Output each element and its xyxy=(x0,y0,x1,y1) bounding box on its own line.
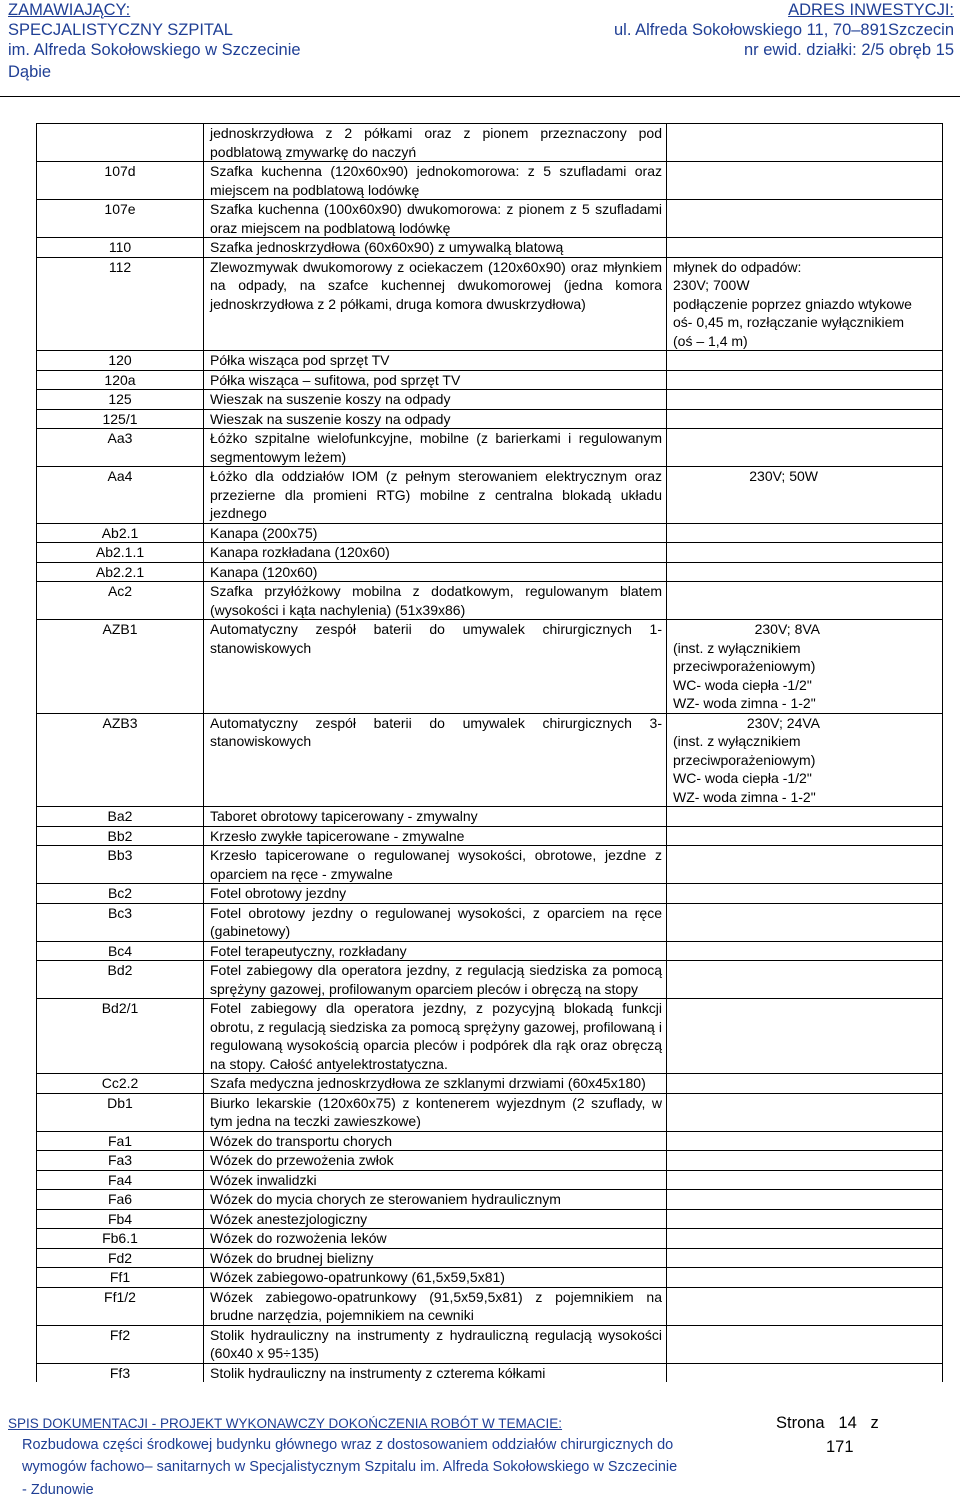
item-description xyxy=(204,807,667,827)
document-footer xyxy=(0,1412,960,1497)
item-description xyxy=(204,1093,667,1131)
table-row xyxy=(37,429,943,467)
page-total: 171 xyxy=(826,1438,854,1456)
item-description-text: Szafka przyłóżkowy mobilna z dodatkowym, regulowanym blatem (wysokości i kąta nachylenia) (51x39x86) xyxy=(210,583,662,618)
item-description xyxy=(204,200,667,238)
item-description-text: Wieszak na suszenie koszy na odpady xyxy=(210,391,451,407)
item-code: Ab2.1 xyxy=(37,523,204,543)
item-notes xyxy=(667,941,943,961)
item-description xyxy=(204,370,667,390)
item-notes xyxy=(667,620,943,714)
item-code: 120 xyxy=(37,351,204,371)
header-divider xyxy=(0,96,960,97)
item-description xyxy=(204,1229,667,1249)
item-description-text: Wózek anestezjologiczny xyxy=(210,1210,368,1227)
item-description xyxy=(204,1363,667,1382)
item-description xyxy=(204,1325,667,1363)
table-row xyxy=(37,162,943,200)
item-description xyxy=(204,1248,667,1268)
item-notes xyxy=(667,582,943,620)
item-description-text: Kanapa rozkładana (120x60) xyxy=(210,544,390,560)
item-description-text: Szafka kuchenna (120x60x90) jednokomorowa: z 5 szufladami oraz miejscem na podblatową lodówkę xyxy=(210,163,662,198)
item-code: Fa4 xyxy=(37,1170,204,1190)
item-code: Bd2 xyxy=(37,961,204,999)
item-description xyxy=(204,543,667,563)
item-note-line: młynek do odpadów: xyxy=(673,258,802,275)
item-notes xyxy=(667,807,943,827)
item-code: Ab2.2.1 xyxy=(37,562,204,582)
item-code: Bc4 xyxy=(37,941,204,961)
item-notes xyxy=(667,200,943,238)
table-row xyxy=(37,1074,943,1094)
footer-title: SPIS DOKUMENTACJI - PROJEKT WYKONAWCZY DOKOŃCZENIA ROBÓT W TEMACIE: xyxy=(8,1416,563,1431)
item-code: 107e xyxy=(37,200,204,238)
equipment-table xyxy=(36,123,943,1382)
item-description-text: Wózek zabiegowo-opatrunkowy (61,5x59,5x81) xyxy=(210,1269,505,1285)
item-notes xyxy=(667,826,943,846)
item-notes xyxy=(667,1151,943,1171)
item-notes xyxy=(667,162,943,200)
footer-subject-line2: wymogów fachowo– sanitarnych w Specjalistycznym Szpitalu im. Alfreda Sokołowskiego w Szczecinie xyxy=(22,1459,678,1475)
plot-number: nr ewid. działki: 2/5 obręb 15 xyxy=(743,41,954,59)
item-description-text: Wózek do transportu chorych xyxy=(210,1132,393,1149)
item-description xyxy=(204,1131,667,1151)
item-code: Aa4 xyxy=(37,467,204,524)
page-of: z xyxy=(870,1414,879,1432)
item-note-line: podłączenie poprzez gniazdo wtykowe xyxy=(673,295,912,312)
item-description-text: Wózek do mycia chorych ze sterowaniem hydraulicznym xyxy=(210,1191,561,1207)
item-note-line: WZ- woda zimna - 1-2" xyxy=(673,788,816,805)
item-description xyxy=(204,409,667,429)
table-row xyxy=(37,999,943,1074)
item-description-text: Fotel terapeutyczny, rozkładany xyxy=(210,942,407,959)
item-code: 107d xyxy=(37,162,204,200)
item-notes xyxy=(667,903,943,941)
item-code: Bb3 xyxy=(37,846,204,884)
item-description-text: Wózek inwalidzki xyxy=(210,1171,317,1188)
item-code: Bc3 xyxy=(37,903,204,941)
client-name: SPECJALISTYCZNY SZPITAL xyxy=(8,21,233,39)
item-code: Ab2.1.1 xyxy=(37,543,204,563)
table-row xyxy=(37,257,943,351)
document-header xyxy=(0,0,960,96)
item-description-text: Automatyczny zespół baterii do umywalek chirurgicznych 3-stanowiskowych xyxy=(210,714,662,749)
item-description xyxy=(204,903,667,941)
item-description-text: Fotel obrotowy jezdny xyxy=(210,885,347,901)
item-note-line: 230V; 50W xyxy=(749,468,818,484)
item-note-line: oś- 0,45 m, rozłączanie wyłącznikiem xyxy=(673,314,905,330)
table-row xyxy=(37,238,943,258)
table-row xyxy=(37,1363,943,1382)
table-row xyxy=(37,941,943,961)
item-code: AZB1 xyxy=(37,620,204,714)
item-description xyxy=(204,884,667,904)
item-code: Fa3 xyxy=(37,1151,204,1171)
item-description xyxy=(204,1287,667,1325)
footer-subject-line3: - Zdunowie xyxy=(22,1482,94,1498)
item-code: 125 xyxy=(37,390,204,410)
item-description-text: Szafka kuchenna (100x60x90) dwukomorowa: z pionem z 5 szufladami oraz miejscem na podblatową lodówkę xyxy=(210,201,662,236)
item-description-text: Wieszak na suszenie koszy na odpady xyxy=(210,410,451,427)
item-notes xyxy=(667,1363,943,1382)
item-description-text: Taboret obrotowy tapicerowany - zmywalny xyxy=(210,808,478,824)
item-description xyxy=(204,257,667,351)
item-description-text: Wózek do przewożenia zwłok xyxy=(210,1152,394,1168)
item-notes xyxy=(667,961,943,999)
investment-address-label: ADRES INWESTYCJI: xyxy=(788,1,954,19)
item-description xyxy=(204,582,667,620)
item-notes xyxy=(667,1325,943,1363)
table-row xyxy=(37,1229,943,1249)
item-notes xyxy=(667,390,943,410)
page-indicator xyxy=(776,1414,879,1433)
table-row xyxy=(37,1151,943,1171)
item-code: Ff1/2 xyxy=(37,1287,204,1325)
item-description-text: Łóżko szpitalne wielofunkcyjne, mobilne (z barierkami i regulowanym segmentowym leżem) xyxy=(210,430,662,465)
item-notes xyxy=(667,999,943,1074)
item-notes xyxy=(667,562,943,582)
page-label: Strona xyxy=(776,1414,825,1432)
item-description xyxy=(204,1151,667,1171)
item-code: Bb2 xyxy=(37,826,204,846)
item-description xyxy=(204,620,667,714)
page-number: 14 xyxy=(838,1414,857,1432)
table-row xyxy=(37,409,943,429)
item-description xyxy=(204,941,667,961)
item-note-line: przeciwporażeniowym) xyxy=(673,751,816,768)
item-notes xyxy=(667,1209,943,1229)
item-description xyxy=(204,467,667,524)
item-code: Aa3 xyxy=(37,429,204,467)
item-notes xyxy=(667,1170,943,1190)
item-code: Fd2 xyxy=(37,1248,204,1268)
item-description-text: Krzesło tapicerowane o regulowanej wysokości, obrotowe, jezdne z oparciem na ręce - zmywalne xyxy=(210,847,662,882)
item-notes xyxy=(667,1248,943,1268)
item-description xyxy=(204,238,667,258)
table-row xyxy=(37,903,943,941)
table-row xyxy=(37,523,943,543)
table-row xyxy=(37,1131,943,1151)
item-note-line: WZ- woda zimna - 1-2" xyxy=(673,695,816,711)
table-row xyxy=(37,807,943,827)
item-note-line: WC- woda ciepła -1/2" xyxy=(673,676,812,693)
table-row xyxy=(37,1268,943,1288)
item-description xyxy=(204,713,667,807)
item-description-text: Półka wisząca pod sprzęt TV xyxy=(210,352,390,368)
item-code: Fb6.1 xyxy=(37,1229,204,1249)
item-description-text: Kanapa (120x60) xyxy=(210,563,318,580)
item-code: Ff3 xyxy=(37,1363,204,1382)
table-row xyxy=(37,582,943,620)
item-description-text: Stolik hydrauliczny na instrumenty z hydrauliczną regulacją wysokości (60x40 x 95÷135) xyxy=(210,1326,662,1361)
table-row xyxy=(37,543,943,563)
table-row xyxy=(37,713,943,807)
item-code: 125/1 xyxy=(37,409,204,429)
table-row xyxy=(37,124,943,162)
table-row xyxy=(37,1170,943,1190)
item-notes xyxy=(667,370,943,390)
table-row xyxy=(37,826,943,846)
item-description-text: Zlewozmywak dwukomorowy z ociekaczem (120x60x90) oraz młynkiem na odpady, na szafce kuchennej dwukomorowej (jedna komora jednoskrzydłowa z 2 półkami, druga komora dwuskrzydłowa) xyxy=(210,258,662,312)
item-notes xyxy=(667,1093,943,1131)
item-code: Ba2 xyxy=(37,807,204,827)
item-code: Fb4 xyxy=(37,1209,204,1229)
item-description-text: Stolik hydrauliczny na instrumenty z czterema kółkami xyxy=(210,1364,546,1381)
item-description-text: Fotel obrotowy jezdny o regulowanej wysokości, z oparciem na ręce (gabinetowy) xyxy=(210,904,662,939)
item-note-line: 230V; 8VA xyxy=(754,621,820,637)
item-code: Fa1 xyxy=(37,1131,204,1151)
item-notes xyxy=(667,1131,943,1151)
item-description xyxy=(204,162,667,200)
table-row xyxy=(37,1248,943,1268)
item-notes xyxy=(667,543,943,563)
item-note-line: 230V; 700W xyxy=(673,277,750,293)
item-code: Ff2 xyxy=(37,1325,204,1363)
item-description-text: Biurko lekarskie (120x60x75) z kontenerem wyjezdnym (2 szuflady, w tym jedna na teczki zawieszkowe) xyxy=(210,1094,662,1129)
item-description-text: Kanapa (200x75) xyxy=(210,524,318,541)
item-description xyxy=(204,351,667,371)
item-code xyxy=(37,124,204,162)
item-notes xyxy=(667,846,943,884)
item-description xyxy=(204,846,667,884)
item-description xyxy=(204,999,667,1074)
table-row xyxy=(37,351,943,371)
table-row xyxy=(37,562,943,582)
item-notes xyxy=(667,1287,943,1325)
table-row xyxy=(37,846,943,884)
client-name-line2: im. Alfreda Sokołowskiego w Szczecinie xyxy=(8,41,301,59)
item-description xyxy=(204,124,667,162)
table-row xyxy=(37,200,943,238)
table-row xyxy=(37,1209,943,1229)
item-description xyxy=(204,1074,667,1094)
item-description-text: Wózek do brudnej bielizny xyxy=(210,1249,374,1266)
item-description-text: Łóżko dla oddziałów IOM (z pełnym sterowaniem elektrycznym oraz przezierne dla promieni RTG) mobilne z centralna blokadą układu jezdnego xyxy=(210,468,662,521)
client-name-line3: Dąbie xyxy=(8,63,52,81)
item-notes xyxy=(667,1190,943,1210)
item-note-line: 230V; 24VA xyxy=(746,714,820,731)
item-code: Bc2 xyxy=(37,884,204,904)
table-row xyxy=(37,1190,943,1210)
footer-subject-line1: Rozbudowa części środkowej budynku głównego wraz z dostosowaniem oddziałów chirurgicznych do xyxy=(22,1437,674,1453)
item-code: 110 xyxy=(37,238,204,258)
item-description-text: jednoskrzydłowa z 2 półkami oraz z pionem przeznaczony pod podblatową zmywarkę do naczyń xyxy=(210,125,662,160)
item-code: 112 xyxy=(37,257,204,351)
item-description xyxy=(204,523,667,543)
table-row xyxy=(37,1093,943,1131)
item-notes xyxy=(667,1268,943,1288)
item-note-line: (inst. z wyłącznikiem xyxy=(673,733,801,749)
item-description-text: Półka wisząca – sufitowa, pod sprzęt TV xyxy=(210,371,461,388)
item-description xyxy=(204,826,667,846)
client-label: ZAMAWIAJĄCY: xyxy=(8,1,131,19)
investment-address: ul. Alfreda Sokołowskiego 11, 70–891Szczecin xyxy=(614,21,954,39)
item-notes xyxy=(667,1229,943,1249)
table-row xyxy=(37,620,943,714)
item-description xyxy=(204,562,667,582)
item-code: Cc2.2 xyxy=(37,1074,204,1094)
item-description-text: Fotel zabiegowy dla operatora jezdny, z regulacją siedziska za pomocą sprężyny gazowej, profilowanym oparciem pleców i obręczą na stopy xyxy=(210,962,662,997)
item-notes xyxy=(667,713,943,807)
table-row xyxy=(37,467,943,524)
item-notes xyxy=(667,238,943,258)
item-description xyxy=(204,1170,667,1190)
item-notes xyxy=(667,467,943,524)
item-description-text: Krzesło zwykłe tapicerowane - zmywalne xyxy=(210,827,465,844)
item-note-line: (oś – 1,4 m) xyxy=(673,332,748,349)
item-notes xyxy=(667,409,943,429)
item-code: Ff1 xyxy=(37,1268,204,1288)
table-row xyxy=(37,370,943,390)
item-description xyxy=(204,390,667,410)
item-description xyxy=(204,1209,667,1229)
item-description-text: Szafa medyczna jednoskrzydłowa ze szklanymi drzwiami (60x45x180) xyxy=(210,1075,646,1091)
item-notes xyxy=(667,523,943,543)
item-description-text: Szafka jednoskrzydłowa (60x60x90) z umywalką blatową xyxy=(210,239,564,255)
item-code: 120a xyxy=(37,370,204,390)
table-row xyxy=(37,390,943,410)
item-notes xyxy=(667,1074,943,1094)
item-notes xyxy=(667,257,943,351)
item-notes xyxy=(667,351,943,371)
item-code: Bd2/1 xyxy=(37,999,204,1074)
table-row xyxy=(37,1325,943,1363)
item-description xyxy=(204,1268,667,1288)
item-description xyxy=(204,1190,667,1210)
item-note-line: przeciwporażeniowym) xyxy=(673,658,816,674)
item-description-text: Wózek zabiegowo-opatrunkowy (91,5x59,5x81) z pojemnikiem na brudne narzędzia, pojemnikiem na cewniki xyxy=(210,1288,662,1323)
table-row xyxy=(37,884,943,904)
item-notes xyxy=(667,124,943,162)
item-notes xyxy=(667,429,943,467)
item-code: Ac2 xyxy=(37,582,204,620)
item-code: AZB3 xyxy=(37,713,204,807)
item-description-text: Automatyczny zespół baterii do umywalek chirurgicznych 1-stanowiskowych xyxy=(210,621,662,656)
item-note-line: (inst. z wyłącznikiem xyxy=(673,639,801,656)
item-description xyxy=(204,961,667,999)
item-code: Fa6 xyxy=(37,1190,204,1210)
item-description xyxy=(204,429,667,467)
table-row xyxy=(37,961,943,999)
table-row xyxy=(37,1287,943,1325)
item-note-line: WC- woda ciepła -1/2" xyxy=(673,770,812,786)
item-description-text: Wózek do rozwożenia leków xyxy=(210,1230,387,1246)
item-description-text: Fotel zabiegowy dla operatora jezdny, z pozycyjną blokadą funkcji obrotu, z regulacją siedziska za pomocą sprężyny gazowej, profilowaną i regulowaną wysokością oparcia pleców i podpórek dla rąk oraz obręczą na stopy. Całość antyelektrostatyczna. xyxy=(210,1000,662,1072)
item-notes xyxy=(667,884,943,904)
item-code: Db1 xyxy=(37,1093,204,1131)
